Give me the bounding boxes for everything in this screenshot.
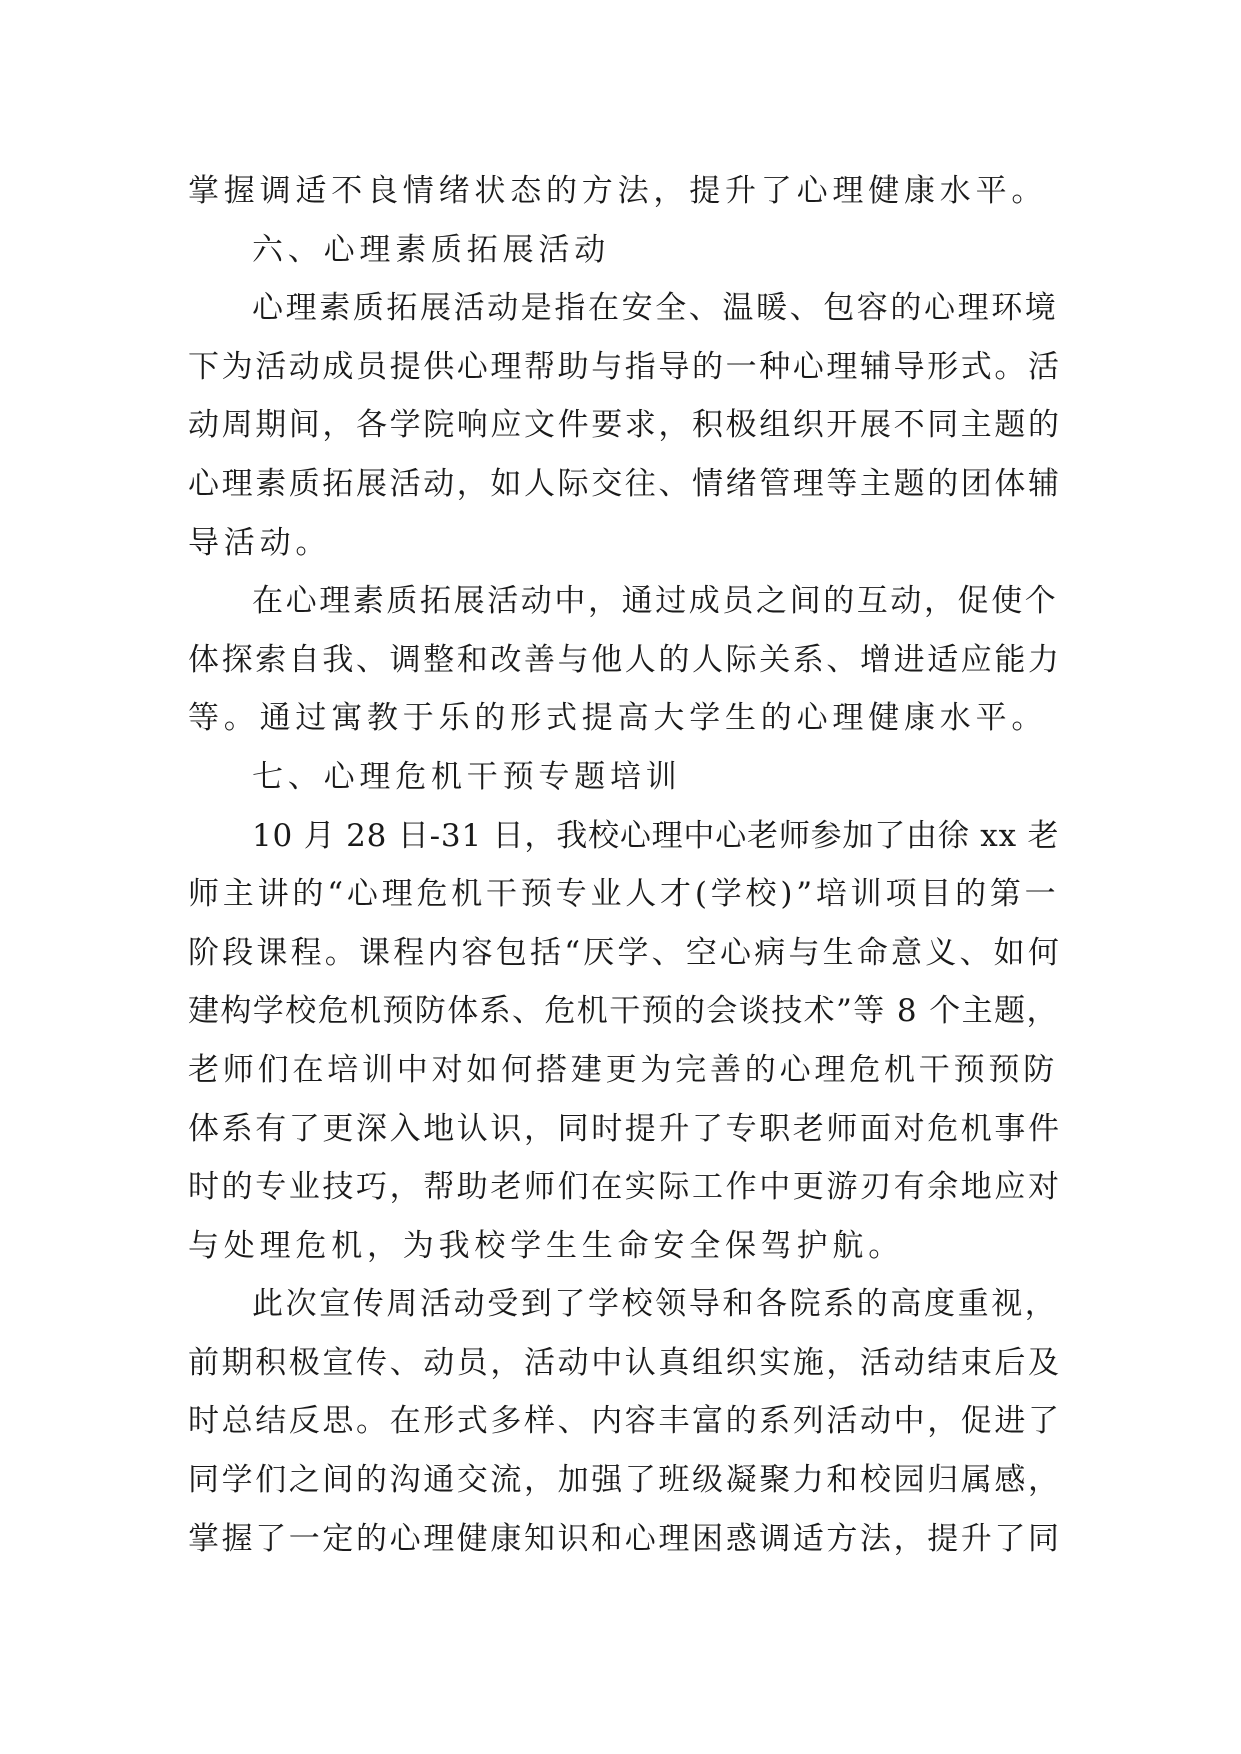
text-line: 10 月 28 日-31 日，我校心理中心老师参加了由徐 xx 老 (252, 817, 1060, 854)
text-line: 导活动。 (188, 524, 332, 561)
text-line: 七、心理危机干预专题培训 (252, 758, 682, 795)
text-line: 与处理危机，为我校学生生命安全保驾护航。 (188, 1227, 904, 1264)
text-line: 师主讲的“心理危机干预专业人才(学校)”培训项目的第一 (188, 876, 1060, 913)
text-line: 等。通过寓教于乐的形式提高大学生的心理健康水平。 (188, 700, 1048, 737)
text-line: 掌握了一定的心理健康知识和心理困惑调适方法，提升了同 (188, 1520, 1062, 1557)
text-line: 体系有了更深入地认识，同时提升了专职老师面对危机事件 (188, 1110, 1062, 1147)
text-line: 同学们之间的沟通交流，加强了班级凝聚力和校园归属感， (188, 1462, 1062, 1499)
text-line: 在心理素质拓展活动中，通过成员之间的互动，促使个 (252, 583, 1059, 620)
text-line: 时总结反思。在形式多样、内容丰富的系列活动中，促进了 (188, 1403, 1062, 1440)
text-line: 时的专业技巧，帮助老师们在实际工作中更游刃有余地应对 (188, 1169, 1062, 1206)
document-body (188, 162, 1062, 1568)
text-line: 体探索自我、调整和改善与他人的人际关系、增进适应能力 (188, 641, 1062, 678)
text-line: 老师们在培训中对如何搭建更为完善的心理危机干预预防 (188, 1051, 1058, 1088)
text-line: 动周期间，各学院响应文件要求，积极组织开展不同主题的 (188, 407, 1062, 444)
text-line: 心理素质拓展活动，如人际交往、情绪管理等主题的团体辅 (188, 465, 1062, 502)
text-line: 心理素质拓展活动是指在安全、温暖、包容的心理环境 (252, 290, 1059, 327)
text-line: 六、心理素质拓展活动 (252, 231, 610, 268)
text-line: 前期积极宣传、动员，活动中认真组织实施，活动结束后及 (188, 1344, 1062, 1381)
text-line: 建构学校危机预防体系、危机干预的会谈技术”等 8 个主题， (188, 993, 1059, 1030)
text-line: 此次宣传周活动受到了学校领导和各院系的高度重视， (252, 1286, 1059, 1323)
text-line: 阶段课程。课程内容包括“厌学、空心病与生命意义、如何 (188, 934, 1063, 971)
text-line: 下为活动成员提供心理帮助与指导的一种心理辅导形式。活 (188, 348, 1062, 385)
text-line: 掌握调适不良情绪状态的方法，提升了心理健康水平。 (188, 173, 1048, 209)
